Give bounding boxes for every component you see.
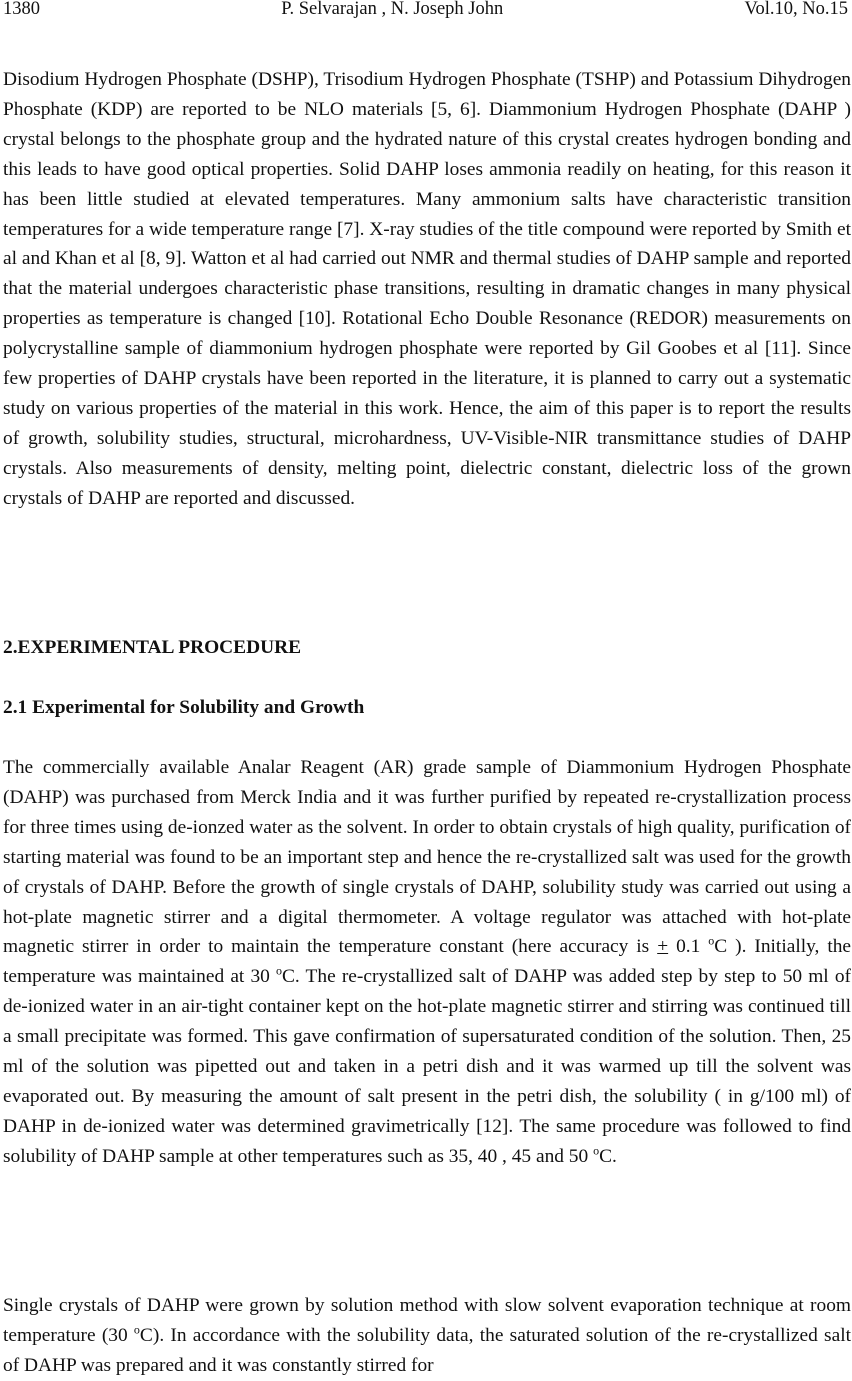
page-number: 1380 [3, 0, 40, 19]
text-run: C). In accordance with the solubility data, the saturated solution of the re-crystallized salt of DAHP was prepared and it was constantly stirred for [3, 1324, 851, 1376]
subsection-heading: 2.1 Experimental for Solubility and Growth [3, 697, 365, 718]
text-run: 0.1 [668, 936, 709, 958]
body-paragraph-growth [3, 1291, 851, 1381]
text-run: C. The re-crystallized salt of DAHP was added step by step to 50 ml of de-ionized water in an air-tight container kept on the hot-plate magnetic stirrer and stirring was continued till a small precipitate was formed. This gave confirmation of supersaturated condition of the solution. Then, 25 ml of the solution was pipetted out and taken in a petri dish and it was warmed up till the solvent was evaporated out. By measuring the amount of salt present in the petri dish, the solubility ( in g/100 ml) of DAHP in de-ionized water was determined gravimetrically [12]. The same procedure was followed to find solubility of DAHP sample at other temperatures such as 35, 40 , 45 and 50 [3, 966, 851, 1167]
plus-minus-symbol: + [657, 936, 669, 958]
degree-superscript: o [708, 933, 715, 948]
text-run: C ). Initially, the temperature was maintained at 30 [3, 936, 852, 988]
text-run: The commercially available Analar Reagent (AR) grade sample of Diammonium Hydrogen Phosphate (DAHP) was purchased from Merck India and it was further purified by repeated re-crystallization process for three times using de-ionzed water as the solvent. In order to obtain crystals of high quality, purification of starting material was found to be an important step and hence the re-crystallized salt was used for the growth of crystals of DAHP. Before the growth of single crystals of DAHP, solubility study was carried out using a hot-plate magnetic stirrer and a digital thermometer. A voltage regulator was attached with hot-plate magnetic stirrer in order to maintain the temperature constant (here accuracy is [3, 757, 851, 958]
header-volume: Vol.10, No.15 [744, 0, 848, 19]
running-header [3, 0, 848, 21]
text-run: Single crystals of DAHP were grown by solution method with slow solvent evaporation technique at room temperature (30 [3, 1295, 851, 1346]
header-authors: P. Selvarajan , N. Joseph John [281, 0, 504, 19]
degree-superscript: o [593, 1143, 600, 1158]
body-paragraph-introduction: Disodium Hydrogen Phosphate (DSHP), Trisodium Hydrogen Phosphate (TSHP) and Potassium Dihydrogen Phosphate (KDP) are reported to be NLO materials [5, 6]. Diammonium Hydrogen Phosphate (DAHP ) crystal belongs to the phosphate group and the hydrated nature of this crystal creates hydrogen bonding and this leads to have good optical properties. Solid DAHP loses ammonia readily on heating, for this reason it has been little studied at elevated temperatures. Many ammonium salts have characteristic transition temperatures for a wide temperature range [7]. X-ray studies of the title compound were reported by Smith et al and Khan et al [8, 9]. Watton et al had carried out NMR and thermal studies of DAHP sample and reported that the material undergoes characteristic phase transitions, resulting in dramatic changes in many physical properties as temperature is changed [10]. Rotational Echo Double Resonance (REDOR) measurements on polycrystalline sample of diammonium hydrogen phosphate were reported by Gil Goobes et al [11]. Since few properties of DAHP crystals have been reported in the literature, it is planned to carry out a systematic study on various properties of the material in this work. Hence, the aim of this paper is to report the results of growth, solubility studies, structural, microhardness, UV-Visible-NIR transmittance studies of DAHP crystals. Also measurements of density, melting point, dielectric constant, dielectric loss of the grown crystals of DAHP are reported and discussed. [3, 69, 851, 509]
degree-superscript: o [133, 1322, 140, 1337]
section-heading: 2.EXPERIMENTAL PROCEDURE [3, 637, 302, 658]
degree-superscript: o [275, 963, 282, 978]
text-run: C. [599, 1145, 617, 1167]
body-paragraph-solubility [3, 753, 851, 1172]
